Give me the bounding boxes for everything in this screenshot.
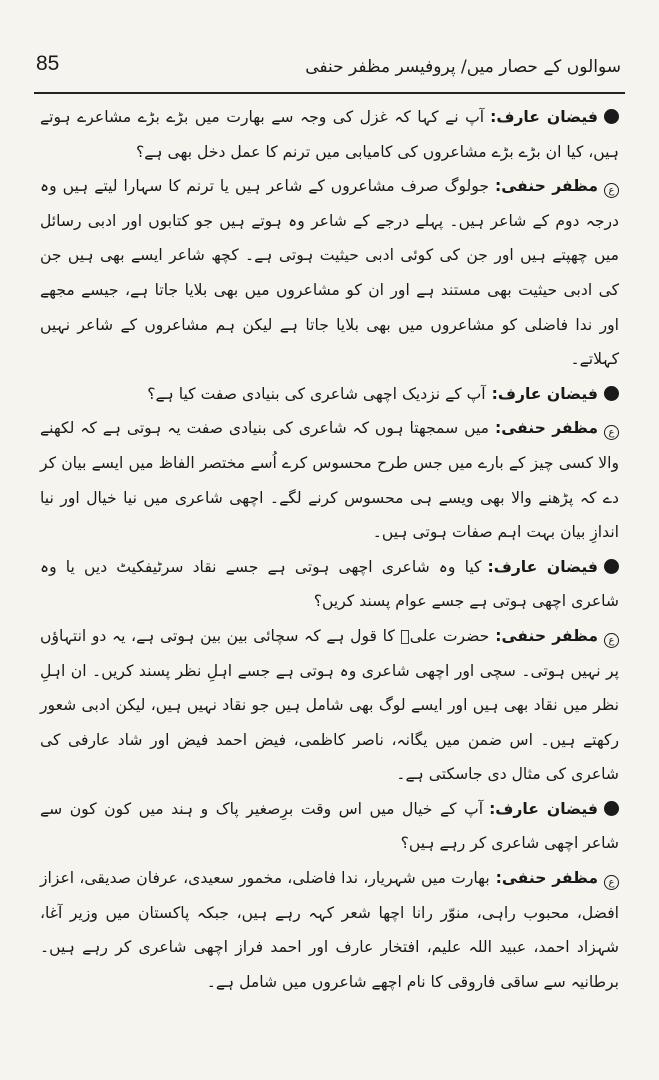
question-paragraph xyxy=(40,377,619,412)
speaker-name: فیضان عارف: xyxy=(490,108,598,126)
answer-paragraph xyxy=(40,619,619,792)
answer-bullet-icon: ع xyxy=(604,633,619,648)
question-bullet-icon xyxy=(604,386,619,401)
running-head: سوالوں کے حصار میں/ پروفیسر مظفر حنفی xyxy=(305,57,621,77)
answer-bullet-icon: ع xyxy=(604,875,619,890)
answer-bullet-icon: ع xyxy=(604,425,619,440)
question-text: کیا وہ شاعری اچھی ہوتی ہے جسے نقاد سرٹیفکیٹ دیں یا وہ شاعری اچھی ہوتی ہے جسے عوام پسند کریں؟ xyxy=(40,557,619,611)
answer-text: میں سمجھتا ہوں کہ شاعری کی بنیادی صفت یہ ہوتی ہے کہ لکھنے والا کسی چیز کے بارے میں جس طرح محسوس کرے اُسے مختصر الفاظ میں ایسے بیان کر دے کہ پڑھنے والا بھی ویسے ہی محسوس کرنے لگے۔ اچھی شاعری میں نیا خیال اور نیا اندازِ بیان بہت اہم صفات ہوتی ہیں۔ xyxy=(40,419,619,542)
question-paragraph xyxy=(40,792,619,861)
question-paragraph xyxy=(40,100,619,169)
answer-paragraph xyxy=(40,411,619,549)
page-header xyxy=(34,52,625,94)
speaker-name: مظفر حنفی: xyxy=(495,869,598,888)
question-bullet-icon xyxy=(604,559,619,574)
answer-text: بھارت میں شہریار، ندا فاضلی، مخمور سعیدی، عرفان صدیقی، اعزاز افضل، محبوب راہی، منوّر رانا اچھا شعر کہہ رہے ہیں، جبکہ پاکستان میں وزیر آغا، شہزاد احمد، عبید اللہ علیم، افتخار عارف اور احمد فراز اچھی شاعری کر رہے ہیں۔ برطانیہ سے ساقی فاروقی کا نام اچھے شاعروں میں شامل ہے۔ xyxy=(40,869,619,991)
question-bullet-icon xyxy=(604,109,619,124)
question-text: آپ کے خیال میں اس وقت برِصغیر پاک و ہند میں کون کون سے شاعر اچھی شاعری کر رہے ہیں؟ xyxy=(40,799,619,853)
page-number: 85 xyxy=(36,52,60,75)
question-bullet-icon xyxy=(604,801,619,816)
answer-text: جولوگ صرف مشاعروں کے شاعر ہیں یا ترنم کا سہارا لیتے ہیں وہ درجہ دوم کے شاعر ہیں۔ پہلے درجے کے شاعر وہ ہوتے ہیں جو کتابوں اور ادبی رسائل میں چھپتے ہیں اور جن کی کوئی ادبی حیثیت ہوتی ہے۔ کچھ شاعر ایسے بھی ہیں جن کی ادبی حیثیت بھی مستند ہے اور ان کو مشاعروں میں بھی بلایا جاتا ہے، جیسے مجھے اور ندا فاضلی کو مشاعروں میں بھی بلایا جاتا ہے لیکن ہم مشاعروں کے شاعر نہیں کہلاتے۔ xyxy=(40,177,619,369)
answer-paragraph xyxy=(40,169,619,377)
speaker-name: فیضان عارف: xyxy=(489,799,599,818)
answer-paragraph xyxy=(40,861,619,999)
interview-text xyxy=(40,100,619,999)
question-paragraph xyxy=(40,550,619,619)
answer-bullet-icon: ع xyxy=(604,183,619,198)
speaker-name: فیضان عارف: xyxy=(491,384,598,403)
question-text: آپ نے کہا کہ غزل کی وجہ سے بھارت میں بڑے بڑے مشاعرے ہوتے ہیں، کیا ان بڑے بڑے مشاعروں کی کامیابی میں ترنم کا عمل دخل بھی ہے؟ xyxy=(40,108,619,161)
speaker-name: مظفر حنفی: xyxy=(494,177,598,196)
speaker-name: فیضان عارف: xyxy=(487,557,598,576)
speaker-name: مظفر حنفی: xyxy=(495,419,598,438)
answer-text: حضرت علیؑ کا قول ہے کہ سچائی بین بین ہوتی ہے، یہ دو انتہاؤں پر نہیں ہوتی۔ سچی اور اچھی شاعری وہ ہوتی ہے جسے اہلِ نظر پسند کریں۔ ان اہلِ نظر میں نقاد بھی ہیں اور ایسے لوگ بھی شامل ہیں جو نقاد نہیں ہیں، لیکن ادبی شعور رکھتے ہیں۔ اس ضمن میں یگانہ، ناصر کاظمی، فیض احمد فیض اور شاد عارفی کی شاعری کی مثال دی جاسکتی ہے۔ xyxy=(40,626,619,784)
question-text: آپ کے نزدیک اچھی شاعری کی بنیادی صفت کیا ہے؟ xyxy=(147,384,486,403)
speaker-name: مظفر حنفی: xyxy=(495,626,598,645)
